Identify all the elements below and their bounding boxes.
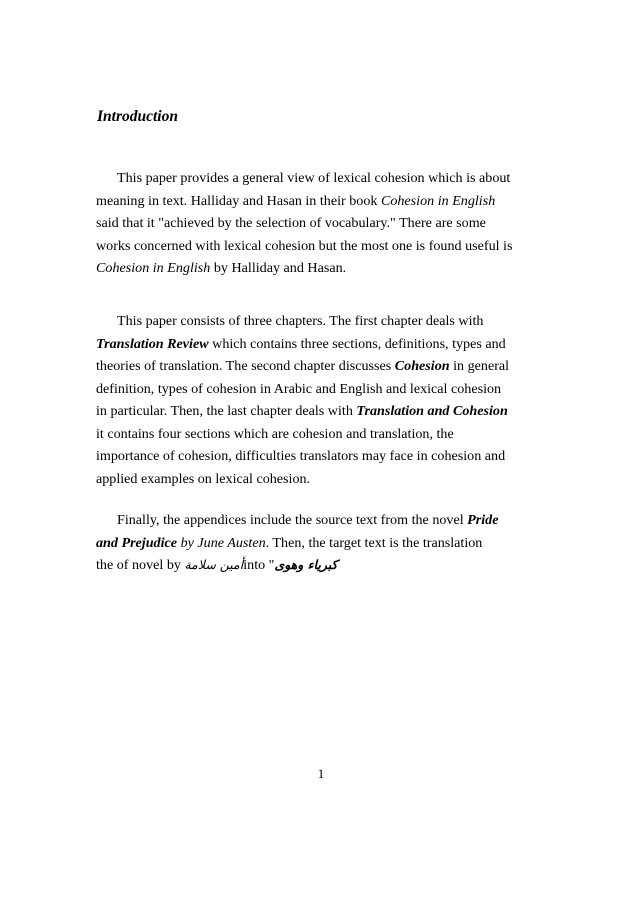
arabic-novel-title: كبرياء وهوى — [274, 557, 338, 572]
text-run: in general — [449, 358, 510, 374]
chapter-title: Cohesion — [394, 358, 450, 374]
text-run: works concerned with lexical cohesion but the most one is found useful is — [96, 237, 513, 254]
text-run: said that it "achieved by the selection of vocabulary." There are some — [96, 215, 486, 231]
text-line — [96, 355, 546, 378]
text-run: meaning in text. Halliday and Hasan in their book — [96, 192, 381, 209]
intro-paragraph-1 — [96, 167, 546, 280]
text-line — [96, 333, 546, 356]
text-run: in particular. Then, the last chapter deals with — [96, 403, 357, 419]
intro-paragraph-3 — [96, 509, 546, 577]
text-run: definition, types of cohesion in Arabic and English and lexical cohesion — [96, 380, 502, 397]
text-run: which contains three sections, definitions, types and — [208, 335, 506, 352]
text-line — [96, 554, 546, 577]
text-run: it contains four sections which are cohesion and translation, the — [96, 425, 454, 442]
text-run: applied examples on lexical cohesion. — [96, 470, 311, 487]
page-number: 1 — [317, 766, 325, 781]
text-run: theories of translation. The second chapter discusses — [96, 358, 395, 374]
text-line — [96, 310, 546, 333]
text-run: the of novel by — [96, 557, 185, 573]
chapter-title: Translation Review — [96, 335, 209, 352]
text-run: This paper consists of three chapters. The first chapter deals with — [117, 313, 484, 329]
author-name: by June Austen — [177, 534, 266, 551]
arabic-translator-name: أمين سلامة — [184, 557, 244, 572]
text-line — [96, 190, 546, 213]
intro-paragraph-2 — [96, 310, 546, 490]
text-run: Finally, the appendices include the source text from the novel — [117, 512, 468, 528]
text-line — [96, 235, 546, 258]
text-line — [96, 212, 546, 235]
text-line — [96, 167, 546, 190]
text-line — [96, 378, 546, 401]
text-run: by Halliday and Hasan. — [210, 260, 347, 276]
chapter-title: Translation and Cohesion — [356, 403, 508, 419]
novel-title: Pride — [467, 512, 499, 528]
novel-title: and Prejudice — [96, 534, 178, 551]
text-line — [96, 423, 546, 446]
text-run: importance of cohesion, difficulties translators may face in cohesion and — [96, 448, 506, 464]
text-run: This paper provides a general view of lexical cohesion which is about — [117, 170, 511, 186]
text-line — [96, 257, 546, 280]
text-line — [96, 468, 546, 491]
text-line — [96, 400, 546, 423]
book-title: Cohesion in English — [96, 260, 211, 276]
book-title: Cohesion in English — [380, 192, 496, 209]
text-line — [96, 532, 546, 555]
text-line — [96, 509, 546, 532]
text-run: into " — [243, 557, 275, 573]
text-line — [96, 445, 546, 468]
section-heading: Introduction — [97, 108, 178, 125]
text-run: . Then, the target text is the translation — [265, 534, 483, 551]
